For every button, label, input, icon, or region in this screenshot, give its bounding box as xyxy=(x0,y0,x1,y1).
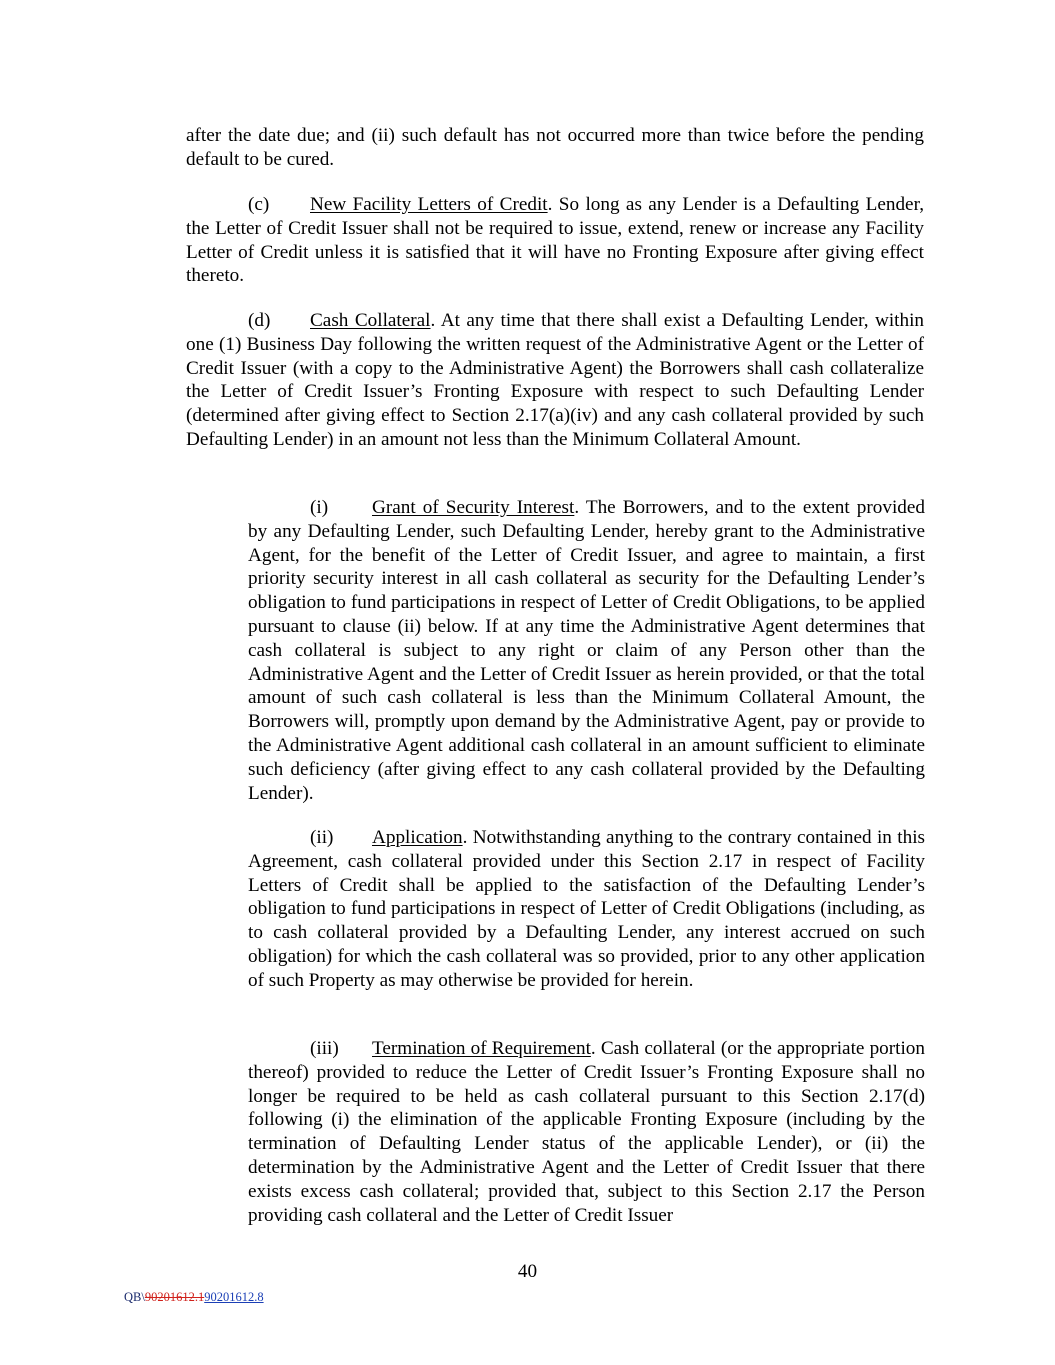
paragraph-continuation xyxy=(186,124,924,172)
paragraph-d-text: . At any time that there shall exist a Defaulting Lender, within one (1) Business Day following the written request of the Administrative Agent or the Letter of Credit Issuer (with a copy to the Administrative Agent) the Borrowers shall cash collateralize the Letter of Credit Issuer’s Fronting Exposure with respect to such Defaulting Lender (determined after giving effect to Section 2.17(a)(iv) and any cash collateral provided by such Defaulting Lender) in an amount not less than the Minimum Collateral Amount. xyxy=(186,310,925,450)
paragraph-i xyxy=(248,496,925,805)
paragraph-c xyxy=(186,193,924,288)
paragraph-ii-marker: (ii) xyxy=(310,827,334,848)
paragraph-ii xyxy=(248,826,925,993)
paragraph-d-marker: (d) xyxy=(248,310,271,331)
paragraph-c-marker: (c) xyxy=(248,194,270,215)
paragraph-iii-heading: Termination of Requirement xyxy=(372,1038,591,1059)
document-id-prefix: QB\ xyxy=(124,1290,145,1304)
document-id-inserted: 90201612.8 xyxy=(204,1290,264,1304)
paragraph-c-text: . So long as any Lender is a Defaulting Lender, the Letter of Credit Issuer shall not be required to issue, extend, renew or increase any Facility Letter of Credit unless it is satisfied that it will have no Fronting Exposure after giving effect thereto. xyxy=(186,194,924,287)
paragraph-iii-text: . Cash collateral (or the appropriate portion thereof) provided to reduce the Letter of Credit Issuer’s Fronting Exposure shall no longer be required to be held as cash collateral pursuant to this Section 2.17(d) following (i) the elimination of the applicable Fronting Exposure (including by the termination of Defaulting Lender status of the applicable Lender), or (ii) the determination by the Administrative Agent and the Letter of Credit Issuer that there exists excess cash collateral; provided that, subject to this Section 2.17 the Person providing cash collateral and the Letter of Credit Issuer xyxy=(248,1038,925,1226)
page-number: 40 xyxy=(517,1261,538,1282)
document-id-footer xyxy=(124,1290,264,1305)
paragraph-continuation-text: after the date due; and (ii) such default has not occurred more than twice before the pending default to be cured. xyxy=(186,125,924,170)
paragraph-i-heading: Grant of Security Interest xyxy=(372,497,575,518)
paragraph-ii-heading: Application xyxy=(372,827,463,848)
paragraph-i-text: . The Borrowers, and to the extent provided by any Defaulting Lender, such Defaulting Lender, hereby grant to the Administrative Agent, for the benefit of the Letter of Credit Issuer, and agree to maintain, a first priority security interest in all cash collateral as security for the Defaulting Lender’s obligation to fund participations in respect of Letter of Credit Obligations, to be applied pursuant to clause (ii) below. If at any time the Administrative Agent determines that cash collateral is subject to any right or claim of any Person other than the Administrative Agent and the Letter of Credit Issuer as herein provided, or that the total amount of such cash collateral is less than the Minimum Collateral Amount, the Borrowers will, promptly upon demand by the Administrative Agent, pay or provide to the Administrative Agent additional cash collateral in an amount sufficient to eliminate such deficiency (after giving effect to any cash collateral provided by the Defaulting Lender). xyxy=(248,497,925,804)
paragraph-d xyxy=(186,309,924,452)
document-id-deleted: 90201612.1 xyxy=(144,1290,205,1304)
paragraph-iii-marker: (iii) xyxy=(310,1038,339,1059)
paragraph-iii xyxy=(248,1037,925,1227)
paragraph-ii-text: . Notwithstanding anything to the contrary contained in this Agreement, cash collateral provided under this Section 2.17 in respect of Facility Letters of Credit shall be applied to the satisfaction of the Defaulting Lender’s obligation to fund participations in respect of Letter of Credit Obligations (including, as to cash collateral provided by a Defaulting Lender, any interest accrued on such obligation) for which the cash collateral was so provided, prior to any other application of such Property as may otherwise be provided for herein. xyxy=(248,827,925,991)
paragraph-i-marker: (i) xyxy=(310,497,329,518)
paragraph-d-heading: Cash Collateral xyxy=(310,310,431,331)
paragraph-c-heading: New Facility Letters of Credit xyxy=(310,194,548,215)
